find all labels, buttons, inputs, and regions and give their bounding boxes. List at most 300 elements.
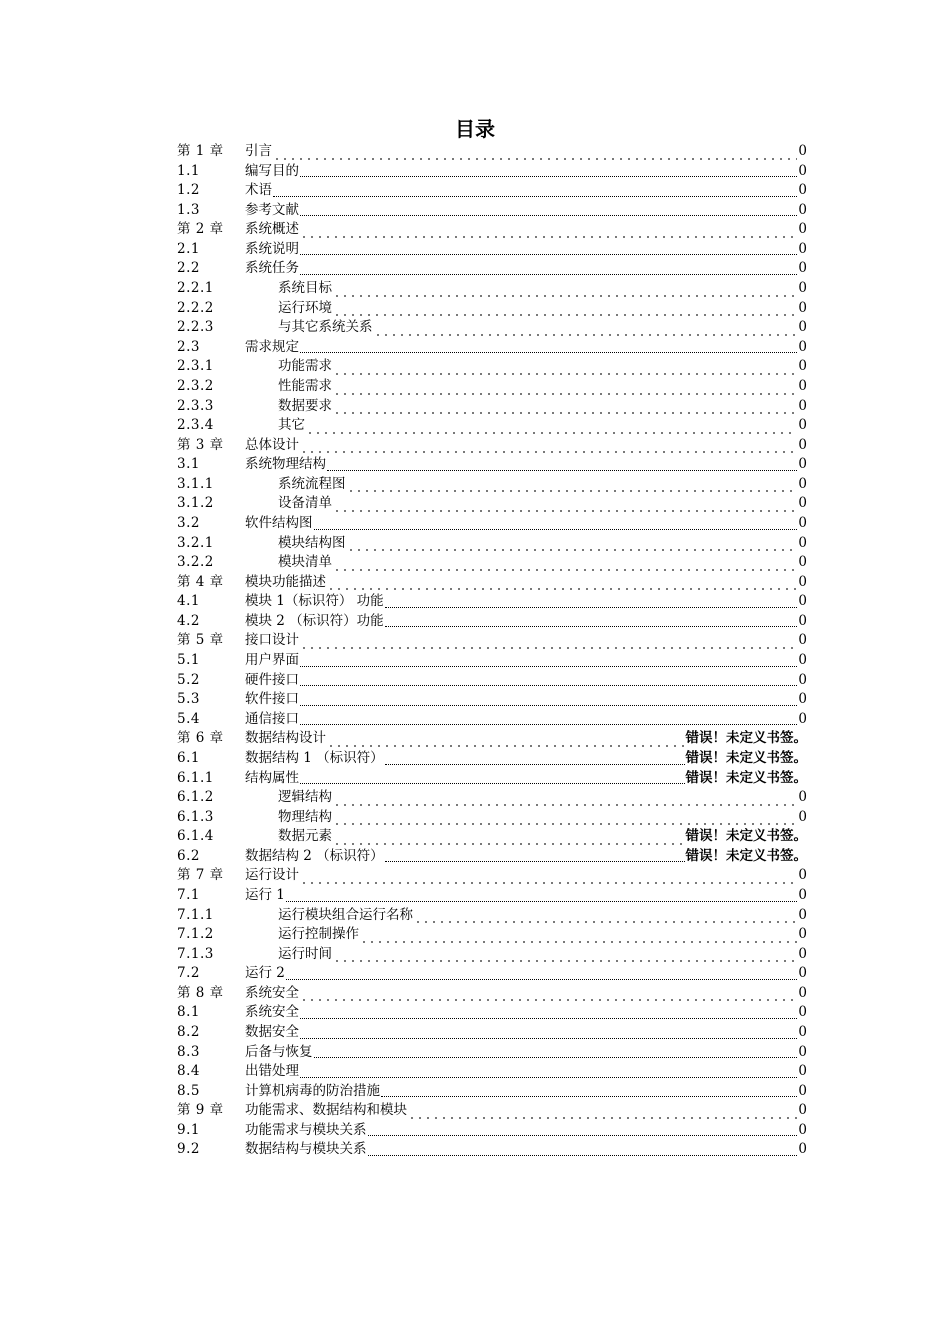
toc-dot-leader xyxy=(408,1101,797,1121)
toc-entry-label[interactable]: 编写目的 xyxy=(245,162,299,179)
toc-entry-label[interactable]: 硬件接口 xyxy=(245,671,299,688)
toc-entry-number: 第 4 章 xyxy=(177,573,224,590)
toc-dot-leader xyxy=(300,240,797,260)
toc-dot-leader xyxy=(300,436,797,456)
toc-entry-label[interactable]: 模块 1（标识符） 功能 xyxy=(245,593,384,610)
toc-dot-leader xyxy=(327,573,797,593)
toc-entry[interactable] xyxy=(177,769,807,789)
toc-entry-line xyxy=(245,162,807,182)
toc-page-number[interactable]: 0 xyxy=(798,984,807,1001)
toc-page-number[interactable]: 0 xyxy=(798,691,807,708)
toc-entry-line xyxy=(245,729,807,749)
toc-entry[interactable] xyxy=(177,1082,807,1102)
toc-dot-leader xyxy=(300,866,797,886)
toc-entry[interactable] xyxy=(177,573,807,593)
toc-entry-line xyxy=(245,338,807,358)
toc-dot-leader xyxy=(360,925,797,945)
toc-page-number[interactable]: 0 xyxy=(798,554,807,571)
toc-dot-leader xyxy=(333,357,797,377)
toc-entry-number: 5.1 xyxy=(177,652,200,669)
toc-entry-label[interactable]: 用户界面 xyxy=(245,652,299,669)
toc-entry-number: 6.1 xyxy=(177,749,200,766)
toc-dot-leader xyxy=(314,514,798,534)
toc-page-number[interactable]: 0 xyxy=(798,652,807,669)
toc-entry[interactable] xyxy=(177,220,807,240)
toc-dot-leader xyxy=(333,788,797,808)
toc-entry-label[interactable]: 系统概述 xyxy=(245,221,299,238)
toc-entry[interactable] xyxy=(177,201,807,221)
toc-entry-line xyxy=(245,592,807,612)
toc-entry-label[interactable]: 总体设计 xyxy=(245,436,299,453)
toc-entry-number: 7.1.1 xyxy=(177,906,214,923)
toc-entry-number: 5.3 xyxy=(177,691,200,708)
toc-entry-number: 1.1 xyxy=(177,162,200,179)
toc-entry-label[interactable]: 接口设计 xyxy=(245,632,299,649)
toc-dot-leader xyxy=(385,612,798,632)
toc-entry-line xyxy=(245,1062,807,1082)
toc-dot-leader xyxy=(414,906,797,926)
toc-entry-number: 3.2.1 xyxy=(177,534,214,551)
toc-entry-label[interactable]: 性能需求 xyxy=(278,377,332,394)
toc-dot-leader xyxy=(333,553,797,573)
toc-entry-line xyxy=(245,1082,807,1102)
toc-dot-leader xyxy=(385,749,685,769)
toc-dot-leader xyxy=(333,377,797,397)
toc-entry[interactable] xyxy=(177,416,807,436)
toc-entry[interactable] xyxy=(177,964,807,984)
toc-dot-leader xyxy=(314,1043,798,1063)
toc-entry[interactable] xyxy=(177,142,807,162)
toc-dot-leader xyxy=(300,1062,797,1082)
toc-entry-label[interactable]: 系统流程图 xyxy=(278,475,346,492)
toc-page-number[interactable]: 0 xyxy=(798,514,807,531)
toc-page-number[interactable]: 0 xyxy=(798,1102,807,1119)
toc-entry[interactable] xyxy=(177,494,807,514)
toc-list xyxy=(177,142,807,1160)
toc-page-number[interactable]: 0 xyxy=(798,143,807,159)
toc-entry-label[interactable]: 运行时间 xyxy=(278,945,332,962)
toc-entry-line xyxy=(245,181,807,201)
toc-entry[interactable] xyxy=(177,553,807,573)
toc-dot-leader xyxy=(300,1023,797,1043)
toc-entry[interactable] xyxy=(177,1062,807,1082)
toc-entry[interactable] xyxy=(177,866,807,886)
toc-entry-number: 3.1.1 xyxy=(177,475,214,492)
toc-entry-label[interactable]: 后备与恢复 xyxy=(245,1043,313,1060)
toc-entry-label[interactable]: 系统目标 xyxy=(278,280,332,297)
toc-entry[interactable] xyxy=(177,847,807,867)
toc-entry-number: 6.1.1 xyxy=(177,769,214,786)
toc-entry[interactable] xyxy=(177,181,807,201)
toc-page-number[interactable]: 0 xyxy=(798,926,807,943)
toc-entry-number: 7.1.2 xyxy=(177,926,214,943)
toc-dot-leader xyxy=(306,416,797,436)
toc-entry-number: 4.1 xyxy=(177,593,200,610)
toc-entry-line xyxy=(278,494,807,514)
toc-entry-line xyxy=(245,1101,807,1121)
toc-entry-line xyxy=(245,1121,807,1141)
toc-entry[interactable] xyxy=(177,788,807,808)
toc-entry-line xyxy=(278,808,807,828)
toc-entry[interactable] xyxy=(177,749,807,769)
toc-entry-number: 8.3 xyxy=(177,1043,200,1060)
toc-dot-leader xyxy=(333,827,685,847)
toc-page-number[interactable]: 0 xyxy=(798,1141,807,1158)
toc-entry-label[interactable]: 数据结构与模块关系 xyxy=(245,1141,367,1158)
toc-entry-line xyxy=(245,769,807,789)
toc-entry-label[interactable]: 出错处理 xyxy=(245,1063,299,1080)
toc-entry-line xyxy=(245,201,807,221)
toc-dot-leader xyxy=(374,318,798,338)
toc-dot-leader xyxy=(385,592,798,612)
toc-entry-number: 7.1.3 xyxy=(177,945,214,962)
toc-entry-line xyxy=(245,847,807,867)
toc-entry[interactable] xyxy=(177,338,807,358)
toc-page-number[interactable]: 0 xyxy=(798,417,807,434)
toc-entry-number: 3.2.2 xyxy=(177,554,214,571)
toc-dot-leader xyxy=(300,162,797,182)
toc-entry[interactable] xyxy=(177,377,807,397)
toc-entry[interactable] xyxy=(177,259,807,279)
toc-page-number[interactable]: 0 xyxy=(798,338,807,355)
toc-page-number[interactable]: 0 xyxy=(798,710,807,727)
toc-entry-number: 2.3.3 xyxy=(177,397,214,414)
toc-dot-leader xyxy=(327,455,797,475)
toc-dot-leader xyxy=(333,299,797,319)
toc-page-number[interactable]: 0 xyxy=(798,593,807,610)
toc-entry[interactable] xyxy=(177,514,807,534)
toc-entry-line xyxy=(278,416,807,436)
toc-entry-line xyxy=(245,1003,807,1023)
toc-entry-number: 2.2.1 xyxy=(177,280,214,297)
toc-dot-leader xyxy=(333,494,797,514)
toc-dot-leader xyxy=(327,729,685,749)
toc-dot-leader xyxy=(300,259,797,279)
toc-entry[interactable] xyxy=(177,357,807,377)
toc-entry-line xyxy=(245,220,807,240)
toc-dot-leader xyxy=(300,338,797,358)
toc-dot-leader xyxy=(368,1121,798,1141)
toc-entry-number: 2.3.1 xyxy=(177,358,214,375)
toc-entry-number: 2.3.4 xyxy=(177,417,214,434)
toc-entry-label[interactable]: 软件接口 xyxy=(245,691,299,708)
toc-entry-number: 3.2 xyxy=(177,514,200,531)
toc-entry-label[interactable]: 术语 xyxy=(245,182,272,199)
toc-entry-line xyxy=(245,964,807,984)
toc-entry-number: 3.1.2 xyxy=(177,495,214,512)
toc-entry-number: 6.1.3 xyxy=(177,808,214,825)
toc-entry-label[interactable]: 需求规定 xyxy=(245,338,299,355)
toc-entry-line xyxy=(278,945,807,965)
toc-bookmark-error[interactable]: 错误！未定义书签。 xyxy=(685,769,807,786)
toc-entry-line xyxy=(245,671,807,691)
toc-entry-label[interactable]: 设备清单 xyxy=(278,495,332,512)
toc-dot-leader xyxy=(300,201,797,221)
toc-dot-leader xyxy=(368,1140,798,1160)
toc-entry[interactable] xyxy=(177,436,807,456)
toc-entry-number: 1.3 xyxy=(177,201,200,218)
toc-entry[interactable] xyxy=(177,1003,807,1023)
toc-page-number[interactable]: 0 xyxy=(798,182,807,199)
toc-entry[interactable] xyxy=(177,1023,807,1043)
toc-entry-line xyxy=(245,1043,807,1063)
toc-entry-label[interactable]: 与其它系统关系 xyxy=(278,319,373,336)
toc-entry-line xyxy=(245,690,807,710)
toc-page-number[interactable]: 0 xyxy=(798,671,807,688)
toc-page-number[interactable]: 0 xyxy=(798,1043,807,1060)
toc-entry-line xyxy=(278,827,807,847)
toc-entry-number: 2.1 xyxy=(177,240,200,257)
toc-bookmark-error[interactable]: 错误！未定义书签。 xyxy=(685,730,807,747)
toc-entry-line xyxy=(245,514,807,534)
toc-entry-number: 2.3 xyxy=(177,338,200,355)
toc-entry-label[interactable]: 数据要求 xyxy=(278,397,332,414)
toc-entry[interactable] xyxy=(177,534,807,554)
toc-page-number[interactable]: 0 xyxy=(798,632,807,649)
toc-page-number[interactable]: 0 xyxy=(798,299,807,316)
toc-page-number[interactable]: 0 xyxy=(798,397,807,414)
toc-entry-label[interactable]: 其它 xyxy=(278,417,305,434)
toc-page-number[interactable]: 0 xyxy=(798,886,807,903)
toc-entry[interactable] xyxy=(177,906,807,926)
toc-page-number[interactable]: 0 xyxy=(798,221,807,238)
toc-entry-line xyxy=(245,240,807,260)
toc-page-number[interactable]: 0 xyxy=(798,1024,807,1041)
toc-entry-label[interactable]: 运行 1 xyxy=(245,886,285,903)
toc-dot-leader xyxy=(300,984,797,1004)
toc-entry-label[interactable]: 数据安全 xyxy=(245,1024,299,1041)
toc-entry-number: 8.5 xyxy=(177,1082,200,1099)
toc-entry-label[interactable]: 模块清单 xyxy=(278,554,332,571)
toc-dot-leader xyxy=(286,886,798,906)
toc-entry-line xyxy=(245,710,807,730)
toc-dot-leader xyxy=(333,397,797,417)
toc-entry-number: 9.2 xyxy=(177,1141,200,1158)
toc-page-number[interactable]: 0 xyxy=(798,1004,807,1021)
toc-entry-line xyxy=(278,279,807,299)
toc-entry-label[interactable]: 系统安全 xyxy=(245,1004,299,1021)
toc-entry-number: 7.2 xyxy=(177,965,200,982)
toc-entry[interactable] xyxy=(177,945,807,965)
toc-page-number[interactable]: 0 xyxy=(798,358,807,375)
toc-entry-line xyxy=(278,475,807,495)
toc-entry-label[interactable]: 参考文献 xyxy=(245,201,299,218)
toc-page-number[interactable]: 0 xyxy=(798,162,807,179)
toc-page-number[interactable]: 0 xyxy=(798,260,807,277)
toc-entry-number: 1.2 xyxy=(177,182,200,199)
toc-bookmark-error[interactable]: 错误！未定义书签。 xyxy=(685,847,807,864)
toc-entry-line xyxy=(278,553,807,573)
toc-entry-label[interactable]: 功能需求 xyxy=(278,358,332,375)
toc-dot-leader xyxy=(300,769,685,789)
toc-dot-leader xyxy=(333,808,797,828)
toc-bookmark-error[interactable]: 错误！未定义书签。 xyxy=(685,749,807,766)
toc-page-number[interactable]: 0 xyxy=(798,436,807,453)
toc-entry[interactable] xyxy=(177,455,807,475)
toc-page-number[interactable]: 0 xyxy=(798,1121,807,1138)
toc-entry-number: 2.2.2 xyxy=(177,299,214,316)
toc-page-number[interactable]: 0 xyxy=(798,475,807,492)
toc-page-number[interactable]: 0 xyxy=(798,201,807,218)
toc-entry[interactable] xyxy=(177,299,807,319)
toc-entry-number: 第 9 章 xyxy=(177,1102,224,1119)
toc-entry[interactable] xyxy=(177,279,807,299)
toc-page-number[interactable]: 0 xyxy=(798,867,807,884)
toc-entry-label[interactable]: 模块功能描述 xyxy=(245,573,326,590)
toc-page-number[interactable]: 0 xyxy=(798,965,807,982)
toc-page-number[interactable]: 0 xyxy=(798,377,807,394)
toc-page-number[interactable]: 0 xyxy=(798,456,807,473)
toc-page-number[interactable]: 0 xyxy=(798,280,807,297)
toc-entry[interactable] xyxy=(177,690,807,710)
toc-entry-number: 7.1 xyxy=(177,886,200,903)
toc-entry-number: 第 8 章 xyxy=(177,984,224,1001)
toc-entry[interactable] xyxy=(177,612,807,632)
toc-entry-number: 2.2 xyxy=(177,260,200,277)
toc-entry[interactable] xyxy=(177,671,807,691)
toc-entry-label[interactable]: 系统物理结构 xyxy=(245,456,326,473)
toc-entry-label[interactable]: 功能需求、数据结构和模块 xyxy=(245,1102,407,1119)
toc-entry-label[interactable]: 逻辑结构 xyxy=(278,789,332,806)
toc-entry-line xyxy=(278,534,807,554)
toc-entry-label[interactable]: 系统安全 xyxy=(245,984,299,1001)
toc-entry-number: 8.2 xyxy=(177,1024,200,1041)
toc-entry-number: 6.2 xyxy=(177,847,200,864)
toc-entry[interactable] xyxy=(177,886,807,906)
toc-entry-label[interactable]: 运行 2 xyxy=(245,965,285,982)
toc-page-number[interactable]: 0 xyxy=(798,240,807,257)
toc-page-number[interactable]: 0 xyxy=(798,612,807,629)
toc-entry-label[interactable]: 通信接口 xyxy=(245,710,299,727)
toc-dot-leader xyxy=(385,847,685,867)
toc-entry-label[interactable]: 运行设计 xyxy=(245,867,299,884)
toc-dot-leader xyxy=(286,964,798,984)
toc-dot-leader xyxy=(300,651,797,671)
toc-entry-line xyxy=(245,631,807,651)
toc-entry[interactable] xyxy=(177,1101,807,1121)
toc-entry-line xyxy=(245,866,807,886)
toc-entry-label[interactable]: 软件结构图 xyxy=(245,514,313,531)
toc-entry[interactable] xyxy=(177,710,807,730)
toc-entry-number: 8.4 xyxy=(177,1063,200,1080)
toc-entry-label[interactable]: 运行环境 xyxy=(278,299,332,316)
toc-dot-leader xyxy=(333,279,797,299)
toc-entry[interactable] xyxy=(177,925,807,945)
toc-entry-label[interactable]: 引言 xyxy=(245,143,272,159)
toc-entry-number: 2.2.3 xyxy=(177,319,214,336)
toc-bookmark-error[interactable]: 错误！未定义书签。 xyxy=(685,828,807,845)
toc-entry[interactable] xyxy=(177,984,807,1004)
toc-entry[interactable] xyxy=(177,592,807,612)
toc-page-number[interactable]: 0 xyxy=(798,945,807,962)
toc-entry-line xyxy=(278,925,807,945)
toc-entry-number: 5.2 xyxy=(177,671,200,688)
toc-dot-leader xyxy=(381,1082,797,1102)
toc-entry-number: 第 2 章 xyxy=(177,221,224,238)
toc-entry-label[interactable]: 数据元素 xyxy=(278,828,332,845)
toc-entry-label[interactable]: 功能需求与模块关系 xyxy=(245,1121,367,1138)
toc-entry-label[interactable]: 计算机病毒的防治措施 xyxy=(245,1082,380,1099)
toc-entry-label[interactable]: 模块结构图 xyxy=(278,534,346,551)
toc-entry-label[interactable]: 物理结构 xyxy=(278,808,332,825)
toc-entry[interactable] xyxy=(177,729,807,749)
toc-entry-line xyxy=(278,357,807,377)
toc-entry-number: 6.1.4 xyxy=(177,828,214,845)
toc-dot-leader xyxy=(300,1003,797,1023)
toc-entry[interactable] xyxy=(177,240,807,260)
toc-entry[interactable] xyxy=(177,808,807,828)
toc-entry[interactable] xyxy=(177,1121,807,1141)
toc-entry-line xyxy=(245,749,807,769)
toc-entry-label[interactable]: 运行模块组合运行名称 xyxy=(278,906,413,923)
toc-entry-line xyxy=(278,377,807,397)
toc-entry-line xyxy=(278,318,807,338)
toc-entry[interactable] xyxy=(177,651,807,671)
toc-entry-number: 第 1 章 xyxy=(177,143,224,159)
toc-entry-line xyxy=(278,397,807,417)
toc-entry-label[interactable]: 系统任务 xyxy=(245,260,299,277)
toc-page-number[interactable]: 0 xyxy=(798,789,807,806)
toc-page-number[interactable]: 0 xyxy=(798,319,807,336)
toc-entry[interactable] xyxy=(177,318,807,338)
toc-title: 目录 xyxy=(455,117,495,141)
toc-dot-leader xyxy=(273,181,797,201)
toc-entry-number: 5.4 xyxy=(177,710,200,727)
toc-entry[interactable] xyxy=(177,631,807,651)
toc-entry-label[interactable]: 运行控制操作 xyxy=(278,926,359,943)
toc-page-number[interactable]: 0 xyxy=(798,573,807,590)
toc-entry[interactable] xyxy=(177,827,807,847)
toc-entry-label[interactable]: 系统说明 xyxy=(245,240,299,257)
toc-entry[interactable] xyxy=(177,1043,807,1063)
toc-dot-leader xyxy=(300,710,797,730)
toc-page-number[interactable]: 0 xyxy=(798,1063,807,1080)
toc-entry-label[interactable]: 数据结构 1 （标识符） xyxy=(245,749,384,766)
toc-entry[interactable] xyxy=(177,397,807,417)
toc-entry-number: 9.1 xyxy=(177,1121,200,1138)
toc-dot-leader xyxy=(300,631,797,651)
toc-dot-leader xyxy=(273,142,797,162)
toc-entry-line xyxy=(245,142,807,162)
toc-dot-leader xyxy=(300,690,797,710)
toc-entry[interactable] xyxy=(177,475,807,495)
toc-page-number[interactable]: 0 xyxy=(798,534,807,551)
toc-page-number[interactable]: 0 xyxy=(798,1082,807,1099)
toc-entry-line xyxy=(245,984,807,1004)
toc-entry-line xyxy=(245,651,807,671)
toc-page-number[interactable]: 0 xyxy=(798,495,807,512)
toc-entry-label[interactable]: 模块 2 （标识符）功能 xyxy=(245,612,384,629)
toc-entry[interactable] xyxy=(177,162,807,182)
toc-entry[interactable] xyxy=(177,1140,807,1160)
toc-dot-leader xyxy=(347,475,798,495)
toc-entry-number: 第 7 章 xyxy=(177,867,224,884)
toc-entry-label[interactable]: 结构属性 xyxy=(245,769,299,786)
toc-entry-line xyxy=(278,299,807,319)
toc-entry-label[interactable]: 数据结构设计 xyxy=(245,730,326,747)
toc-dot-leader xyxy=(347,534,798,554)
toc-entry-line xyxy=(245,612,807,632)
toc-entry-number: 2.3.2 xyxy=(177,377,214,394)
toc-page-number[interactable]: 0 xyxy=(798,808,807,825)
toc-dot-leader xyxy=(300,671,797,691)
toc-page-number[interactable]: 0 xyxy=(798,906,807,923)
toc-entry-line xyxy=(278,788,807,808)
toc-entry-line xyxy=(245,455,807,475)
toc-entry-number: 3.1 xyxy=(177,456,200,473)
toc-entry-number: 8.1 xyxy=(177,1004,200,1021)
toc-entry-label[interactable]: 数据结构 2 （标识符） xyxy=(245,847,384,864)
